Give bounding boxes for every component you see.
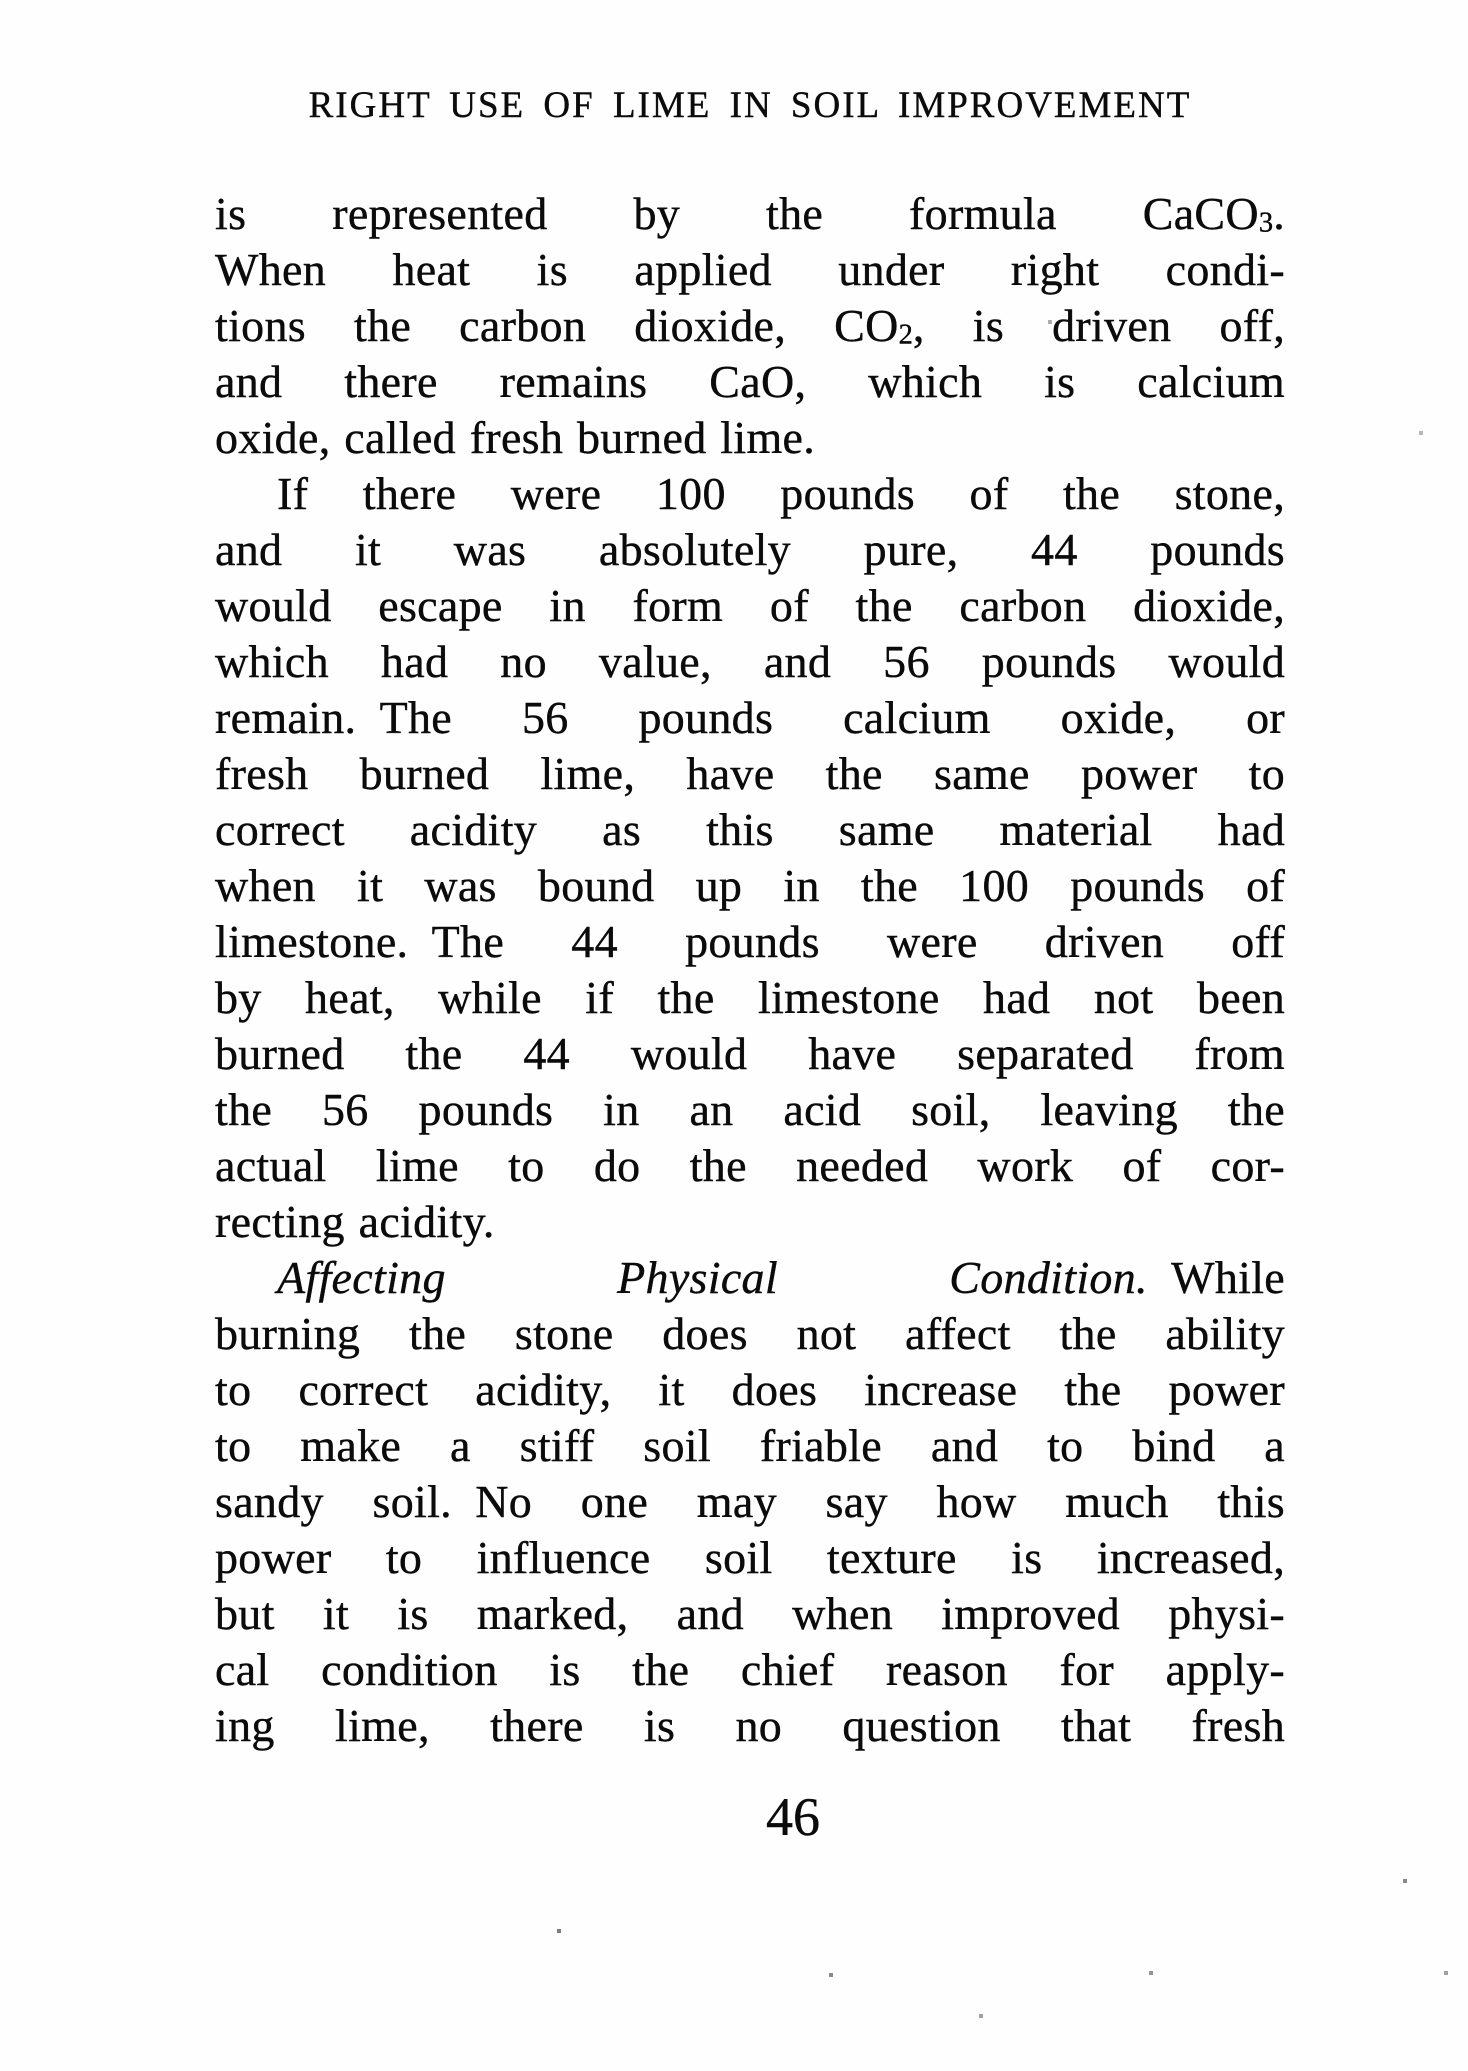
text-line: [215, 410, 1285, 466]
text-segment: when it was bound up in the 100 pounds of: [215, 860, 1285, 911]
text-segment: but it is marked, and when improved physi-: [215, 1588, 1285, 1639]
text-line: [215, 1698, 1285, 1754]
text-segment: by heat, while if the limestone had not been: [215, 972, 1285, 1023]
running-header: RIGHT USE OF LIME IN SOIL IMPROVEMENT: [308, 85, 1192, 126]
text-segment: If there were 100 pounds of the stone,: [277, 468, 1285, 519]
text-segment: tions the carbon dioxide, CO: [215, 300, 899, 351]
text-segment: , is driven off,: [912, 300, 1285, 351]
text-line: [215, 242, 1285, 298]
text-segment: correct acidity as this same material had: [215, 804, 1285, 855]
text-line: [215, 1138, 1285, 1194]
text-segment: the 56 pounds in an acid soil, leaving the: [215, 1084, 1285, 1135]
text-line: [215, 1642, 1285, 1698]
text-line: [215, 858, 1285, 914]
text-line: [215, 1082, 1285, 1138]
text-line: [215, 746, 1285, 802]
text-segment: ing lime, there is no question that fresh: [215, 1700, 1285, 1751]
text-segment: which had no value, and 56 pounds would: [215, 636, 1285, 687]
text-segment: burning the stone does not affect the ability: [215, 1308, 1285, 1359]
text-line: [215, 1530, 1285, 1586]
text-line: [215, 354, 1285, 410]
text-line: [215, 1250, 1285, 1306]
text-segment: oxide, called fresh burned lime.: [215, 412, 816, 463]
text-segment: actual lime to do the needed work of cor-: [215, 1140, 1285, 1191]
text-line: [215, 1026, 1285, 1082]
text-line: [215, 1418, 1285, 1474]
text-segment: burned the 44 would have separated from: [215, 1028, 1285, 1079]
text-line: [215, 1194, 1285, 1250]
text-line: [215, 1474, 1285, 1530]
text-segment: would escape in form of the carbon dioxide,: [215, 580, 1285, 631]
text-segment: remain. The 56 pounds calcium oxide, or: [215, 692, 1285, 743]
text-line: [215, 186, 1285, 242]
text-line: [215, 1362, 1285, 1418]
text-segment: and it was absolutely pure, 44 pounds: [215, 524, 1285, 575]
text-segment: fresh burned lime, have the same power to: [215, 748, 1285, 799]
text-line: [215, 522, 1285, 578]
text-segment: to correct acidity, it does increase the power: [215, 1364, 1285, 1415]
text-line: [215, 690, 1285, 746]
text-segment: When heat is applied under right condi-: [215, 244, 1285, 295]
subscript-digit: 2: [898, 319, 913, 351]
scan-specks: [0, 0, 2, 2]
italic-text-segment: Affecting Physical Condition.: [277, 1252, 1148, 1303]
text-segment: recting acidity.: [215, 1196, 495, 1247]
text-line: [215, 1306, 1285, 1362]
text-line: [215, 634, 1285, 690]
text-segment: power to influence soil texture is increased,: [215, 1532, 1285, 1583]
subscript-digit: 3: [1258, 207, 1274, 239]
text-line: [215, 970, 1285, 1026]
text-segment: cal condition is the chief reason for apply-: [215, 1644, 1285, 1695]
text-segment: sandy soil. No one may say how much this: [215, 1476, 1285, 1527]
text-segment: and there remains CaO, which is calcium: [215, 356, 1285, 407]
text-line: [215, 1586, 1285, 1642]
text-line: [215, 298, 1285, 354]
text-segment: is represented by the formula CaCO: [215, 188, 1259, 239]
text-line: [215, 578, 1285, 634]
text-segment: limestone. The 44 pounds were driven off: [215, 916, 1285, 967]
text-segment: to make a stiff soil friable and to bind a: [215, 1420, 1285, 1471]
text-line: [215, 802, 1285, 858]
text-line: [215, 466, 1285, 522]
text-line: [215, 914, 1285, 970]
text-segment: While: [1147, 1252, 1285, 1303]
text-segment: .: [1273, 188, 1285, 239]
page-number: 46: [766, 1787, 820, 1847]
body-text: [215, 186, 1285, 1754]
